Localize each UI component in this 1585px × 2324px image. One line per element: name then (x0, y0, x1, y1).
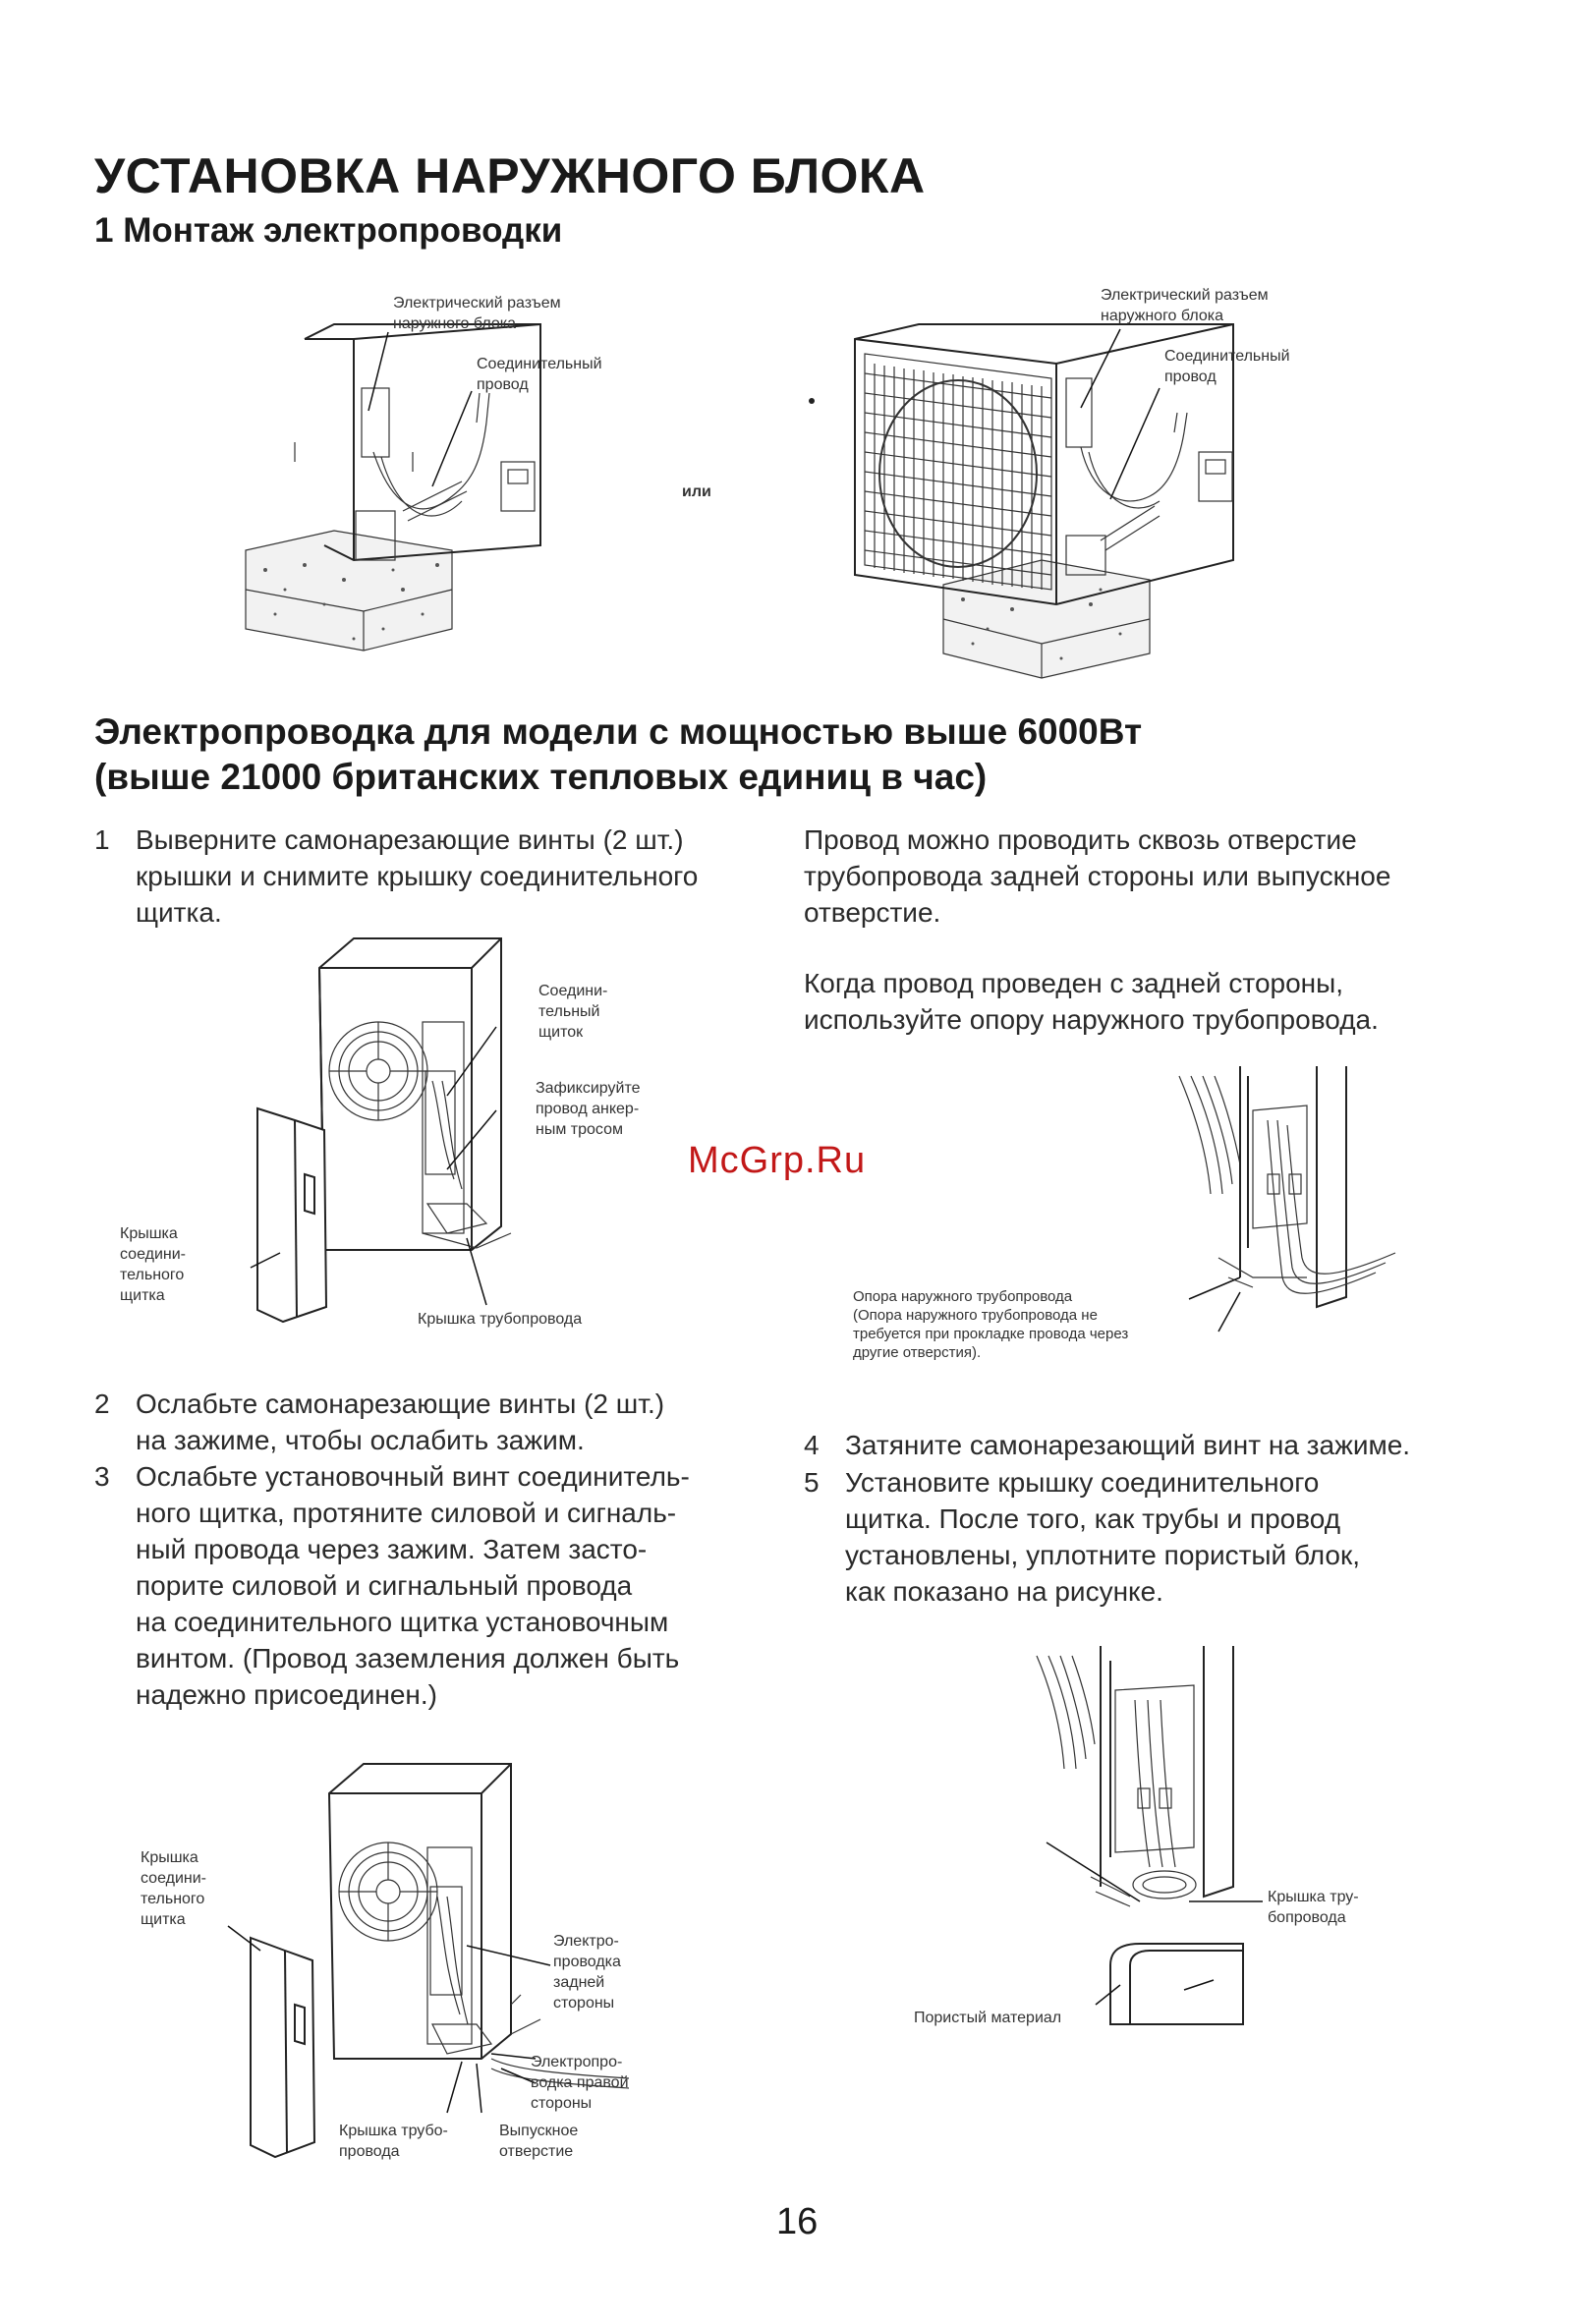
step-number: 5 (804, 1467, 820, 1498)
step-number: 1 (94, 824, 110, 855)
section-heading-high-power: Электропроводка для модели с мощностью выше 6000Вт (выше 21000 британских тепловых единиц в час) (94, 711, 1143, 797)
fig5-porous-label: Пористый материал (914, 2010, 1062, 2026)
fig4-cover-label: Крышка соедини- тельного щитка (141, 1849, 206, 1928)
wire-routing-paragraph: Провод можно проводить сквозь отверстие трубопровода задней стороны или выпускное отверстие. (804, 824, 1391, 928)
fig4-rear-wiring-label: Электро- проводка задней стороны (553, 1933, 621, 2012)
step-1: 1 Выверните самонарезающие винты (2 шт.) крышки и снимите крышку соединительного щитка. (94, 822, 782, 939)
section-subtitle: 1 Монтаж электропроводки (94, 211, 563, 250)
step-5: 5 Установите крышку соединительного щитка. После того, как трубы и провод установлены, уплотните пористый блок, как показано на рисунке. (804, 1464, 1511, 1621)
rear-routing-paragraph: Когда провод проведен с задней стороны, используйте опору наружного трубопровода. (804, 968, 1379, 1035)
fig2-fix-wire-label: Зафиксируйте провод анкер- ным тросом (536, 1080, 641, 1138)
fig2-pipe-cover-label: Крышка трубопровода (418, 1311, 583, 1328)
step-number: 3 (94, 1461, 110, 1492)
watermark-link[interactable]: McGrp.Ru (688, 1140, 867, 1181)
fig4-pipe-cover-label: Крышка трубо- провода (339, 2123, 448, 2160)
fig1-right-connector-label: Электрический разъем наружного блока (1101, 287, 1269, 324)
fig2-panel-label: Соедини- тельный щиток (538, 983, 608, 1041)
fig4-outlet-label: Выпускное отверстие (499, 2123, 579, 2160)
fig1-right-wire-label: Соединительный провод (1164, 348, 1290, 385)
fig1-or-label: или (682, 483, 711, 500)
step-3: 3 Ослабьте установочный винт соединитель- ного щитка, протяните силовой и сигналь- ный провода через зажим. Затем засто- порите силовой и сигнальный провода на соединительного щитка установочным винтом. (Провод заземления должен быть надежно присоединен.) (94, 1458, 802, 1724)
step-number: 4 (804, 1430, 820, 1460)
step-number: 2 (94, 1389, 110, 1419)
fig1-left-connector-label: Электрический разъем наружного блока (393, 295, 561, 332)
fig5-pipe-cover-label: Крышка тру- бопровода (1268, 1889, 1359, 1926)
page-number: 16 (776, 2201, 819, 2242)
step-4: 4 Затяните самонарезающий винт на зажиме. (804, 1427, 1511, 1466)
fig1-left-wire-label: Соединительный провод (477, 356, 602, 393)
page-title: УСТАНОВКА НАРУЖНОГО БЛОКА (94, 148, 926, 203)
fig2-cover-label: Крышка соедини- тельного щитка (120, 1225, 186, 1304)
fig4-right-wiring-label: Электропро- водка правой стороны (531, 2054, 629, 2112)
step-2: 2 Ослабьте самонарезающие винты (2 шт.) на зажиме, чтобы ослабить зажим. (94, 1386, 782, 1464)
fig3-pipe-support-label: Опора наружного трубопровода (Опора наружного трубопровода не требуется при прокладке провода через другие отверстия). (853, 1288, 1129, 1361)
